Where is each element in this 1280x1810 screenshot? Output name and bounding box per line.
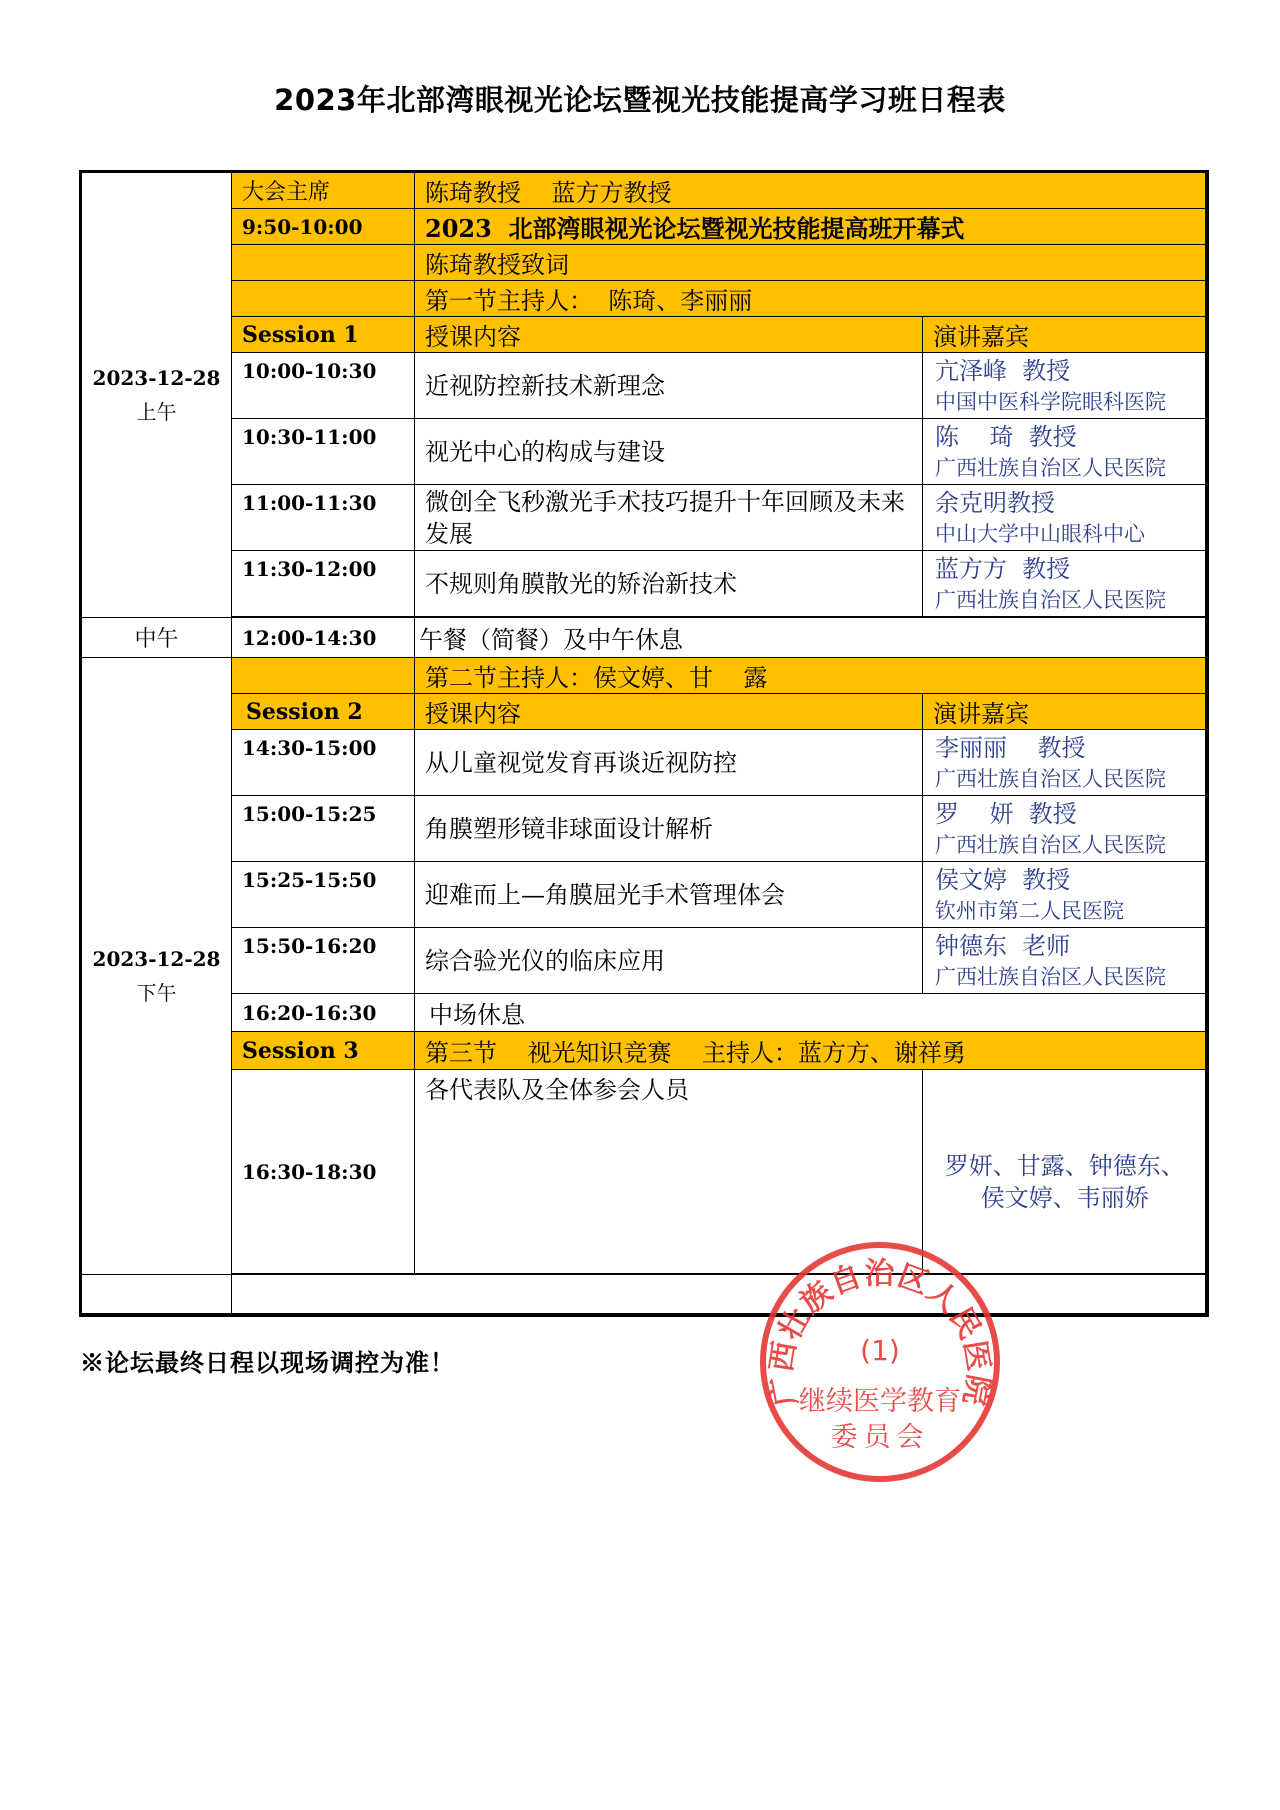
- blank-row: [81, 1275, 1207, 1315]
- lecture-speaker-cell: [923, 730, 1207, 796]
- table-row: [81, 419, 1207, 485]
- table-row: [81, 551, 1207, 617]
- session2-label: Session 2: [232, 694, 415, 730]
- session1-speaker-header: 演讲嘉宾: [923, 317, 1207, 353]
- lecture-speaker-cell: [923, 551, 1207, 617]
- quiz-time: 16:30-18:30: [232, 1070, 415, 1274]
- lecture-topic: 微创全飞秒激光手术技巧提升十年回顾及未来发展: [415, 485, 923, 551]
- noon-row: [81, 618, 1207, 658]
- lecture-time: 15:25-15:50: [232, 862, 415, 928]
- noon-text: 午餐（简餐）及中午休息: [415, 618, 1207, 658]
- lecture-time: 11:00-11:30: [232, 485, 415, 551]
- speaker-org: 中国中医科学院眼科医院: [935, 389, 1166, 414]
- lecture-time: 10:30-11:00: [232, 419, 415, 485]
- speaker-org: 广西壮族自治区人民医院: [935, 587, 1166, 612]
- host1-text: 第一节主持人： 陈琦、李丽丽: [415, 281, 1207, 317]
- seal-number: (1): [860, 1334, 900, 1367]
- afternoon-date-cell: [81, 658, 232, 1275]
- speaker-name: 侯文婷 教授: [935, 865, 1071, 894]
- break-text: 中场休息: [415, 994, 1207, 1032]
- table-row: [81, 353, 1207, 419]
- host1-time-empty: [232, 281, 415, 317]
- speaker-org: 广西壮族自治区人民医院: [935, 455, 1166, 480]
- speaker-name: 陈 琦 教授: [935, 422, 1077, 451]
- speaker-name: 亢泽峰 教授: [935, 356, 1071, 385]
- speaker-name: 钟德东 老师: [935, 931, 1071, 960]
- host2-time-empty: [232, 658, 415, 694]
- session3-header-row: [81, 1032, 1207, 1070]
- speaker-name: 罗 妍 教授: [935, 799, 1077, 828]
- session1-header-row: [81, 317, 1207, 353]
- lecture-time: 14:30-15:00: [232, 730, 415, 796]
- lecture-topic: 从儿童视觉发育再谈近视防控: [415, 730, 923, 796]
- break-row: [81, 994, 1207, 1032]
- blank-cell-left: [81, 1275, 232, 1315]
- official-seal: [756, 1238, 1004, 1486]
- host1-row: [81, 281, 1207, 317]
- lecture-speaker-cell: [923, 419, 1207, 485]
- page-title: 2023年北部湾眼视光论坛暨视光技能提高学习班日程表: [274, 83, 1006, 117]
- lecture-topic: 近视防控新技术新理念: [415, 353, 923, 419]
- table-row: [81, 485, 1207, 551]
- lecture-speaker-cell: [923, 862, 1207, 928]
- noon-period: 中午: [81, 618, 232, 658]
- blank-cell-right: [232, 1275, 1207, 1315]
- quiz-topic: 各代表队及全体参会人员: [415, 1070, 923, 1274]
- session3-title: 第三节 视光知识竞赛 主持人：蓝方方、谢祥勇: [415, 1032, 1207, 1070]
- table-row: [81, 862, 1207, 928]
- table-row: [81, 730, 1207, 796]
- opening-row: [81, 209, 1207, 245]
- opening-title: 2023 北部湾眼视光论坛暨视光技能提高班开幕式: [415, 209, 1207, 245]
- afternoon-period: 下午: [136, 981, 177, 1005]
- seal-line2: 委员会: [830, 1422, 930, 1453]
- table-row: [81, 796, 1207, 862]
- noon-time: 12:00-14:30: [232, 618, 415, 658]
- session3-label: Session 3: [232, 1032, 415, 1070]
- speaker-name: 蓝方方 教授: [935, 554, 1071, 583]
- seal-arc-text: 广西壮族自治区人民医院: [763, 1256, 997, 1409]
- lecture-speaker-cell: [923, 485, 1207, 551]
- quiz-row: [81, 1070, 1207, 1274]
- lecture-time: 15:00-15:25: [232, 796, 415, 862]
- lecture-time: 15:50-16:20: [232, 928, 415, 994]
- lecture-time: 11:30-12:00: [232, 551, 415, 617]
- session1-content-header: 授课内容: [415, 317, 923, 353]
- session2-content-header: 授课内容: [415, 694, 923, 730]
- lecture-speaker-cell: [923, 353, 1207, 419]
- lecture-topic: 视光中心的构成与建设: [415, 419, 923, 485]
- session1-label: Session 1: [232, 317, 415, 353]
- break-time: 16:20-16:30: [232, 994, 415, 1032]
- table-row: [81, 928, 1207, 994]
- quiz-speakers-line2: 侯文婷、韦丽娇: [980, 1183, 1149, 1212]
- chair-row: [81, 172, 1207, 209]
- lecture-topic: 角膜塑形镜非球面设计解析: [415, 796, 923, 862]
- chair-label: 大会主席: [232, 172, 415, 209]
- speaker-name: 李丽丽 教授: [935, 733, 1086, 762]
- speaker-org: 广西壮族自治区人民医院: [935, 832, 1166, 857]
- speech-time-empty: [232, 245, 415, 281]
- seal-line1: 继续医学教育: [799, 1386, 961, 1417]
- afternoon-date: 2023-12-28: [92, 947, 221, 971]
- speech-row: [81, 245, 1207, 281]
- lecture-topic: 综合验光仪的临床应用: [415, 928, 923, 994]
- quiz-speakers-line1: 罗妍、甘露、钟德东、: [944, 1151, 1185, 1180]
- lecture-topic: 不规则角膜散光的矫治新技术: [415, 551, 923, 617]
- morning-date: 2023-12-28: [92, 366, 221, 390]
- lecture-time: 10:00-10:30: [232, 353, 415, 419]
- lecture-speaker-cell: [923, 928, 1207, 994]
- host2-row: [81, 658, 1207, 694]
- session2-header-row: [81, 694, 1207, 730]
- speaker-org: 广西壮族自治区人民医院: [935, 964, 1166, 989]
- speech-text: 陈琦教授致词: [415, 245, 1207, 281]
- footnote: ※论坛最终日程以现场调控为准！: [80, 1348, 455, 1377]
- morning-date-cell: [81, 172, 232, 618]
- speaker-org: 钦州市第二人民医院: [935, 898, 1124, 923]
- speaker-org: 中山大学中山眼科中心: [935, 521, 1145, 546]
- speaker-org: 广西壮族自治区人民医院: [935, 766, 1166, 791]
- host2-text: 第二节主持人：侯文婷、甘 露: [415, 658, 1207, 694]
- opening-time: 9:50-10:00: [232, 209, 415, 245]
- schedule-table: [79, 170, 1209, 1317]
- lecture-topic: 迎难而上—角膜屈光手术管理体会: [415, 862, 923, 928]
- morning-period: 上午: [136, 400, 177, 424]
- chair-value: 陈琦教授 蓝方方教授: [415, 172, 1207, 209]
- lecture-speaker-cell: [923, 796, 1207, 862]
- session2-speaker-header: 演讲嘉宾: [923, 694, 1207, 730]
- speaker-name: 余克明教授: [935, 488, 1055, 517]
